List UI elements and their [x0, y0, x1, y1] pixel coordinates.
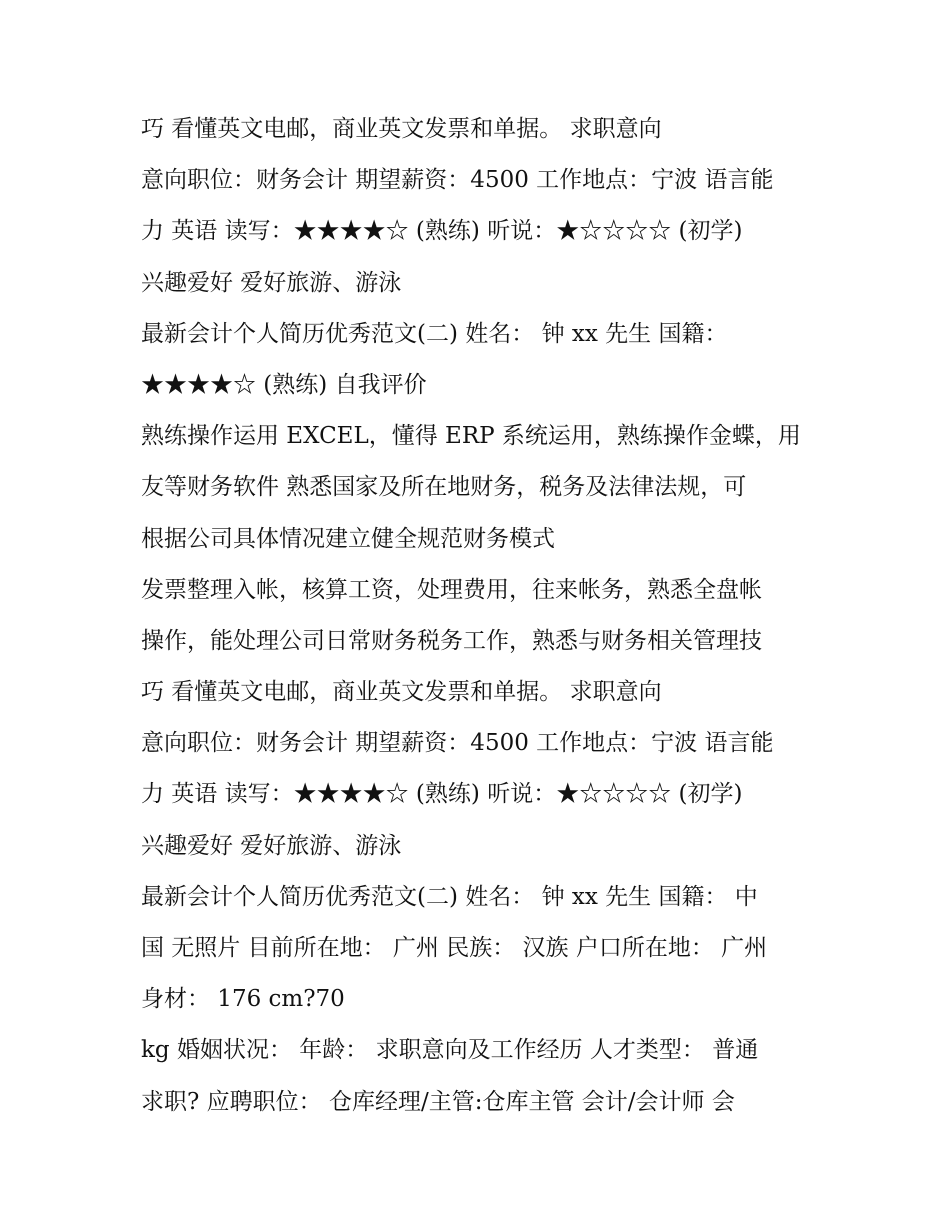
text-line: 意向职位：财务会计 期望薪资：4500 工作地点：宁波 语言能 — [141, 167, 774, 194]
text-line: 身材： 176 cm?70 — [141, 986, 345, 1013]
document-body — [141, 104, 831, 1128]
text-line: 兴趣爱好 爱好旅游、游泳 — [141, 832, 402, 859]
text-line: 最新会计个人简历优秀范文(二) 姓名： 钟 xx 先生 国籍： — [141, 320, 728, 347]
text-line: 根据公司具体情况建立健全规范财务模式 — [141, 525, 555, 552]
text-line: 求职? 应聘职位： 仓库经理/主管:仓库主管 会计/会计师 会 — [141, 1088, 735, 1115]
text-line: ★★★★☆ (熟练) 自我评价 — [141, 371, 427, 398]
text-line: 熟练操作运用 EXCEL，懂得 ERP 系统运用，熟练操作金蝶，用 — [141, 423, 801, 450]
text-line: 巧 看懂英文电邮，商业英文发票和单据。 求职意向 — [141, 679, 662, 706]
text-line: 兴趣爱好 爱好旅游、游泳 — [141, 269, 402, 296]
text-line: 意向职位：财务会计 期望薪资：4500 工作地点：宁波 语言能 — [141, 730, 774, 757]
text-line: kg 婚姻状况： 年龄： 求职意向及工作经历 人才类型： 普通 — [141, 1037, 759, 1064]
text-line: 力 英语 读写：★★★★☆ (熟练) 听说：★☆☆☆☆ (初学) — [141, 218, 743, 245]
text-line: 最新会计个人简历优秀范文(二) 姓名： 钟 xx 先生 国籍： 中 — [141, 883, 758, 910]
text-line: 国 无照片 目前所在地： 广州 民族： 汉族 户口所在地： 广州 — [141, 935, 768, 961]
text-line: 发票整理入帐，核算工资，处理费用，往来帐务，熟悉全盘帐 — [141, 576, 762, 603]
text-line: 友等财务软件 熟悉国家及所在地财务，税务及法律法规，可 — [141, 474, 747, 501]
text-line: 力 英语 读写：★★★★☆ (熟练) 听说：★☆☆☆☆ (初学) — [141, 781, 743, 808]
text-line: 操作，能处理公司日常财务税务工作，熟悉与财务相关管理技 — [141, 627, 762, 654]
text-line: 巧 看懂英文电邮，商业英文发票和单据。 求职意向 — [141, 116, 662, 142]
